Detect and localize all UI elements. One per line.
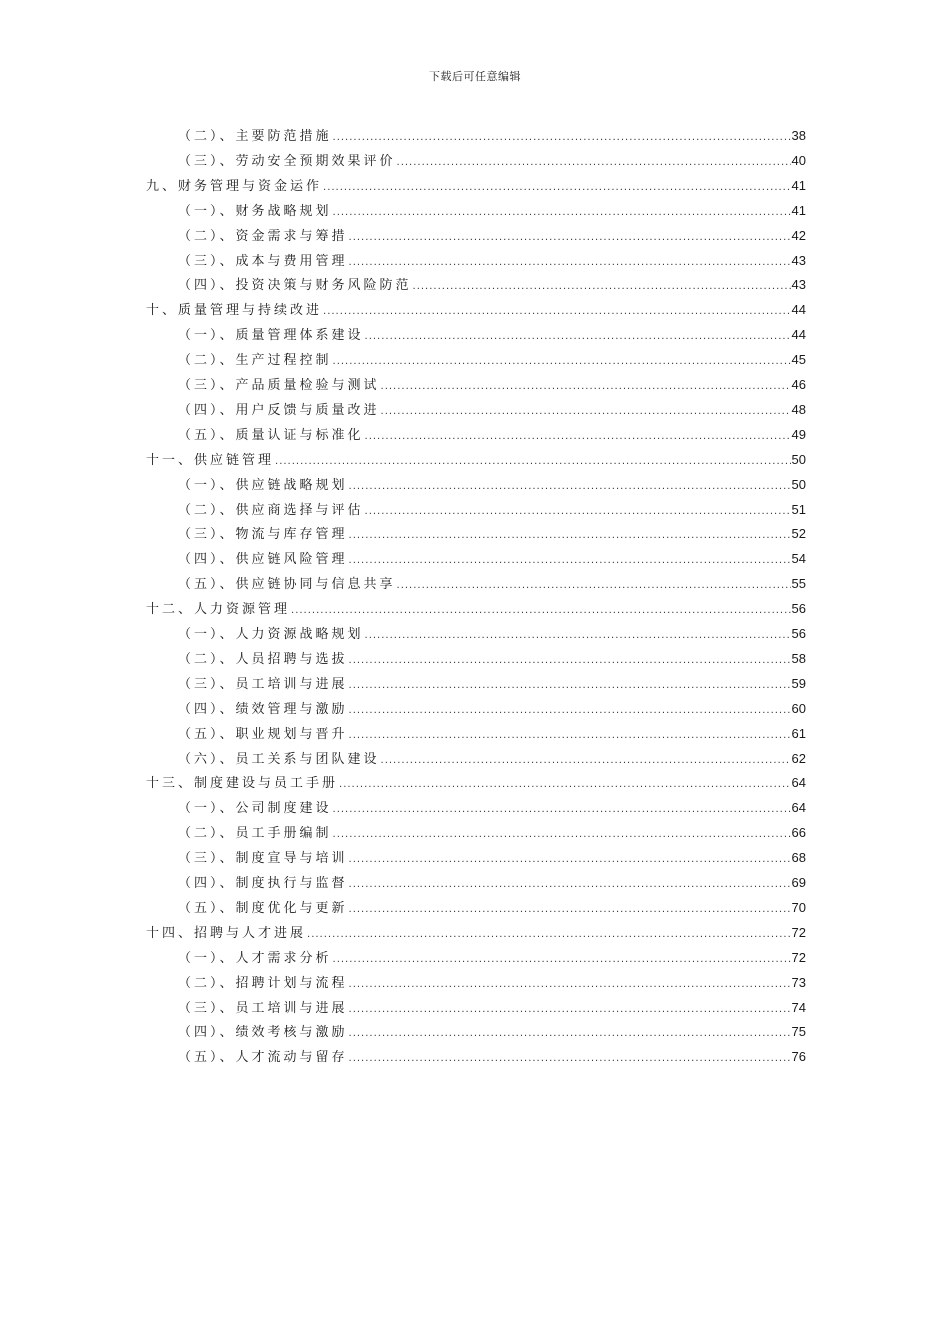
toc-entry[interactable] xyxy=(146,923,806,943)
toc-entry-page-number: 76 xyxy=(791,1049,806,1065)
toc-entry[interactable] xyxy=(178,823,806,843)
toc-entry[interactable] xyxy=(178,649,806,669)
toc-entry[interactable] xyxy=(146,599,806,619)
toc-dot-leader xyxy=(349,726,791,746)
toc-entry[interactable] xyxy=(178,500,806,520)
toc-entry-page-number: 46 xyxy=(791,377,806,392)
toc-dot-leader xyxy=(333,825,791,845)
toc-dot-leader xyxy=(323,178,791,198)
toc-entry-title: （三）、员工培训与进展 xyxy=(178,676,348,692)
toc-dot-leader xyxy=(333,800,791,820)
toc-dot-leader xyxy=(349,1024,791,1044)
toc-entry[interactable] xyxy=(178,998,806,1018)
toc-entry-title: （二）、招聘计划与流程 xyxy=(178,975,348,991)
toc-entry-page-number: 41 xyxy=(791,202,806,218)
toc-entry-page-number: 64 xyxy=(791,775,806,791)
toc-entry[interactable] xyxy=(178,375,806,395)
toc-dot-leader xyxy=(397,576,791,596)
toc-entry-title: （五）、质量认证与标准化 xyxy=(178,427,364,443)
toc-entry-page-number: 75 xyxy=(791,1024,806,1040)
toc-entry[interactable] xyxy=(178,674,806,694)
toc-entry[interactable] xyxy=(178,475,806,495)
toc-entry[interactable] xyxy=(178,973,806,993)
toc-entry-title: （五）、职业规划与晋升 xyxy=(178,726,348,742)
toc-entry-title: 十二、人力资源管理 xyxy=(146,602,291,618)
toc-entry[interactable] xyxy=(178,749,806,769)
toc-entry-title: （一）、人才需求分析 xyxy=(178,950,332,966)
toc-entry[interactable] xyxy=(178,848,806,868)
toc-entry[interactable] xyxy=(178,524,806,544)
page-header: 下载后可任意编辑 xyxy=(429,70,521,83)
toc-entry-title: （四）、绩效考核与激励 xyxy=(178,1025,348,1041)
toc-dot-leader xyxy=(381,402,791,422)
toc-entry-page-number: 38 xyxy=(791,128,806,143)
toc-entry[interactable] xyxy=(178,275,806,295)
toc-dot-leader xyxy=(333,203,791,223)
toc-entry[interactable] xyxy=(146,773,806,793)
toc-dot-leader xyxy=(365,502,791,522)
toc-dot-leader xyxy=(365,427,791,447)
toc-entry-title: （二）、员工手册编制 xyxy=(178,826,332,842)
toc-entry-title: （三）、员工培训与进展 xyxy=(178,1000,348,1016)
toc-dot-leader xyxy=(333,352,791,372)
toc-entry-title: （三）、物流与库存管理 xyxy=(178,527,348,543)
toc-entry[interactable] xyxy=(178,624,806,644)
toc-entry-page-number: 72 xyxy=(791,924,806,940)
toc-dot-leader xyxy=(307,925,791,945)
toc-dot-leader xyxy=(381,751,791,771)
toc-entry-page-number: 64 xyxy=(791,800,806,816)
toc-dot-leader xyxy=(333,950,791,970)
toc-entry-title: （二）、人员招聘与选拔 xyxy=(178,651,348,667)
toc-entry-page-number: 59 xyxy=(791,675,806,691)
toc-entry-title: （二）、主要防范措施 xyxy=(178,129,332,144)
toc-entry[interactable] xyxy=(178,201,806,221)
toc-dot-leader xyxy=(349,551,791,571)
toc-dot-leader xyxy=(291,601,791,621)
toc-dot-leader xyxy=(275,452,791,472)
toc-entry[interactable] xyxy=(178,699,806,719)
toc-dot-leader xyxy=(349,850,791,870)
toc-dot-leader xyxy=(365,626,791,646)
toc-entry-page-number: 62 xyxy=(791,750,806,766)
toc-entry-title: （五）、制度优化与更新 xyxy=(178,900,348,916)
toc-entry-page-number: 58 xyxy=(791,650,806,666)
toc-dot-leader xyxy=(349,477,791,497)
toc-entry[interactable] xyxy=(178,1047,806,1067)
toc-entry[interactable] xyxy=(178,400,806,420)
toc-entry-title: 十、质量管理与持续改进 xyxy=(146,303,323,319)
toc-entry[interactable] xyxy=(146,300,806,320)
toc-dot-leader xyxy=(349,526,791,546)
toc-entry-title: （二）、供应商选择与评估 xyxy=(178,502,364,518)
toc-entry-title: 九、财务管理与资金运作 xyxy=(146,178,323,194)
toc-entry-title: （一）、公司制度建设 xyxy=(178,801,332,817)
toc-entry-page-number: 74 xyxy=(791,999,806,1015)
toc-entry-title: （一）、财务战略规划 xyxy=(178,203,332,219)
toc-entry-title: （三）、产品质量检验与测试 xyxy=(178,378,380,393)
toc-dot-leader xyxy=(333,128,791,148)
toc-dot-leader xyxy=(413,277,791,297)
toc-entry-title: 十四、招聘与人才进展 xyxy=(146,925,307,941)
toc-entry-page-number: 40 xyxy=(791,152,806,168)
toc-dot-leader xyxy=(349,701,791,721)
toc-entry-title: 十一、供应链管理 xyxy=(146,452,275,468)
toc-dot-leader xyxy=(381,377,791,397)
toc-dot-leader xyxy=(339,775,791,795)
toc-entry-page-number: 55 xyxy=(791,576,806,592)
toc-dot-leader xyxy=(349,253,791,273)
toc-entry-page-number: 66 xyxy=(791,825,806,841)
toc-entry-title: （四）、投资决策与财务风险防范 xyxy=(178,278,412,294)
toc-entry[interactable] xyxy=(178,226,806,246)
toc-entry-title: （六）、员工关系与团队建设 xyxy=(178,751,380,767)
toc-entry-page-number: 48 xyxy=(791,401,806,417)
toc-entry-page-number: 41 xyxy=(791,177,806,193)
toc-entry-title: （二）、资金需求与筹措 xyxy=(178,228,348,244)
toc-entry[interactable] xyxy=(178,1022,806,1042)
toc-entry[interactable] xyxy=(178,724,806,744)
toc-dot-leader xyxy=(349,1049,791,1069)
toc-entry[interactable] xyxy=(146,450,806,470)
toc-entry-title: （三）、制度宣导与培训 xyxy=(178,851,348,867)
toc-dot-leader xyxy=(397,153,791,173)
toc-entry-title: （四）、供应链风险管理 xyxy=(178,552,348,568)
toc-entry-page-number: 45 xyxy=(791,352,806,368)
toc-entry-title: （一）、质量管理体系建设 xyxy=(178,328,364,344)
toc-entry[interactable] xyxy=(178,151,806,171)
toc-entry[interactable] xyxy=(178,350,806,370)
toc-dot-leader xyxy=(349,1000,791,1020)
toc-entry[interactable] xyxy=(178,898,806,918)
toc-entry[interactable] xyxy=(178,549,806,569)
toc-dot-leader xyxy=(323,302,791,322)
toc-entry[interactable] xyxy=(178,798,806,818)
toc-entry[interactable] xyxy=(178,251,806,271)
toc-entry-page-number: 44 xyxy=(791,327,806,343)
toc-entry[interactable] xyxy=(178,873,806,893)
toc-entry[interactable] xyxy=(178,574,806,594)
toc-entry-title: （五）、人才流动与留存 xyxy=(178,1050,348,1066)
toc-entry[interactable] xyxy=(178,126,806,146)
toc-entry[interactable] xyxy=(178,325,806,345)
toc-entry-title: （五）、供应链协同与信息共享 xyxy=(178,577,396,593)
toc-dot-leader xyxy=(349,228,791,248)
toc-entry-page-number: 52 xyxy=(791,526,806,542)
toc-entry-title: （四）、绩效管理与激励 xyxy=(178,701,348,717)
toc-entry-title: （一）、人力资源战略规划 xyxy=(178,627,364,642)
toc-entry-page-number: 73 xyxy=(791,974,806,990)
toc-dot-leader xyxy=(349,975,791,995)
toc-entry-page-number: 51 xyxy=(791,501,806,517)
toc-entry-title: （二）、生产过程控制 xyxy=(178,353,332,369)
toc-entry-page-number: 43 xyxy=(791,252,806,268)
toc-dot-leader xyxy=(365,327,791,347)
toc-entry-page-number: 60 xyxy=(791,700,806,716)
toc-dot-leader xyxy=(349,900,791,920)
toc-dot-leader xyxy=(349,651,791,671)
toc-entry-title: 十三、制度建设与员工手册 xyxy=(146,776,339,792)
toc-entry-page-number: 50 xyxy=(791,476,806,492)
toc-entry[interactable] xyxy=(146,176,806,196)
toc-entry-title: （四）、制度执行与监督 xyxy=(178,876,348,891)
toc-entry-page-number: 61 xyxy=(791,725,806,741)
toc-dot-leader xyxy=(349,875,791,895)
toc-dot-leader xyxy=(349,676,791,696)
toc-entry-page-number: 49 xyxy=(791,426,806,442)
toc-entry-page-number: 72 xyxy=(791,949,806,965)
toc-entry-title: （四）、用户反馈与质量改进 xyxy=(178,402,380,418)
toc-entry-title: （三）、劳动安全预期效果评价 xyxy=(178,153,396,169)
toc-entry-title: （三）、成本与费用管理 xyxy=(178,253,348,269)
toc-entry-title: （一）、供应链战略规划 xyxy=(178,477,348,493)
toc-entry[interactable] xyxy=(178,425,806,445)
toc-entry-page-number: 42 xyxy=(791,227,806,243)
toc-entry-page-number: 70 xyxy=(791,899,806,915)
toc-entry-page-number: 54 xyxy=(791,551,806,567)
toc-entry-page-number: 56 xyxy=(791,626,806,641)
toc-entry[interactable] xyxy=(178,948,806,968)
toc-entry-page-number: 56 xyxy=(791,601,806,617)
toc-entry-page-number: 68 xyxy=(791,850,806,866)
toc-entry-page-number: 69 xyxy=(791,875,806,890)
toc-entry-page-number: 44 xyxy=(791,302,806,318)
toc-entry-page-number: 50 xyxy=(791,451,806,467)
toc-entry-page-number: 43 xyxy=(791,277,806,293)
